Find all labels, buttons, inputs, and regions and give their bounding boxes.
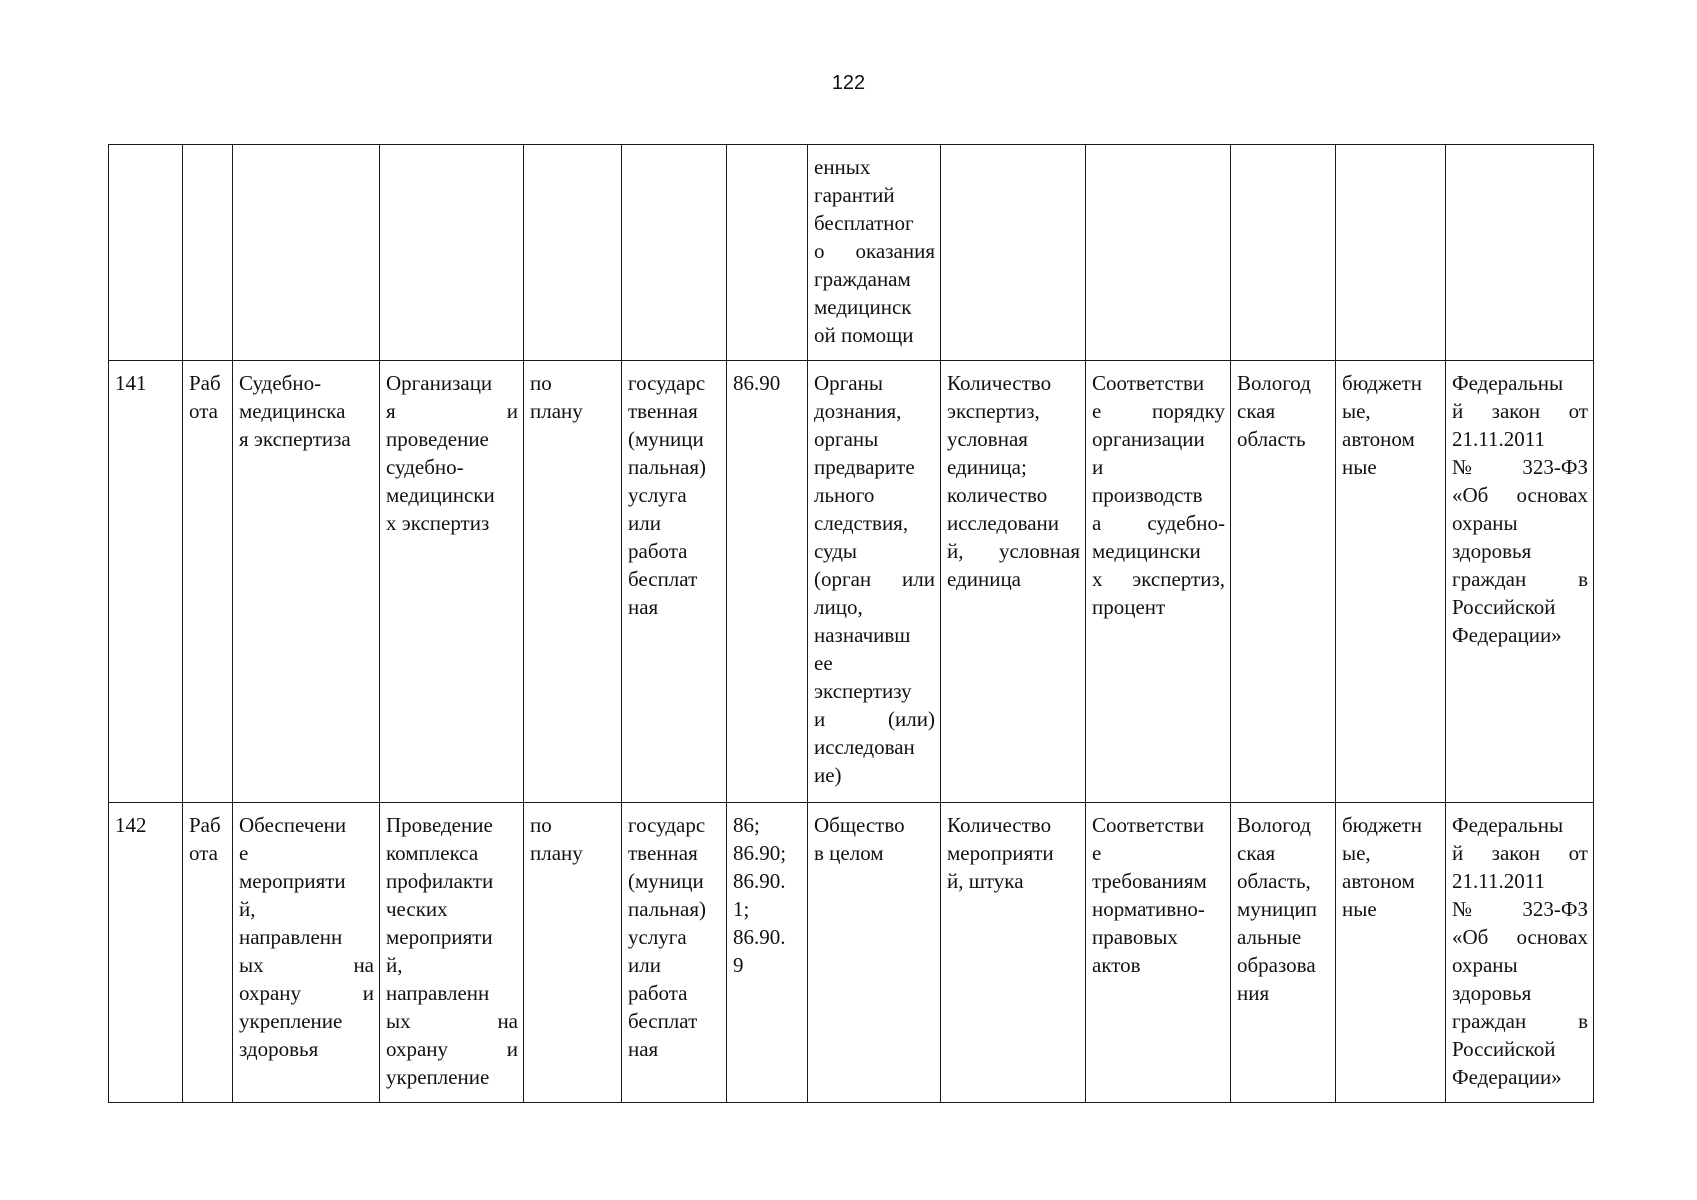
table-row-142 xyxy=(109,803,1594,1103)
cell-line: Раб xyxy=(189,371,221,395)
cell-line: Вологод xyxy=(1237,371,1311,395)
cell-line: № 323-ФЗ xyxy=(1452,455,1588,479)
cell-line: плану xyxy=(530,399,583,423)
cell-line: муницип xyxy=(1237,897,1317,921)
cell-line: бесплат xyxy=(628,1009,698,1033)
cell-line: гарантий xyxy=(814,183,895,207)
cell-line: Раб xyxy=(189,813,221,837)
cell-line: условная xyxy=(947,427,1028,451)
cell-line: я экспертиза xyxy=(239,427,351,451)
cell-line: экспертиз, xyxy=(947,399,1040,423)
cell-line: в целом xyxy=(814,841,884,865)
cell-content xyxy=(380,803,524,1103)
cell-line: ния xyxy=(1237,981,1270,1005)
cell-type xyxy=(183,361,233,803)
cell-number: 141 xyxy=(109,361,183,803)
cell-line: твенная xyxy=(628,841,698,865)
cell-line: е xyxy=(1092,841,1102,865)
cell-line: ческих xyxy=(386,897,448,921)
cell-line: Соответстви xyxy=(1092,813,1205,837)
cell-line: альные xyxy=(1237,925,1302,949)
cell-line: исследовани xyxy=(947,511,1060,535)
cell-line: пальная) xyxy=(628,455,707,479)
cell-condition xyxy=(524,803,622,1103)
cell-line: охраны xyxy=(1452,511,1518,535)
cell-line: или xyxy=(628,511,661,535)
cell-line: исследован xyxy=(814,735,915,759)
cell-line: х экспертиз xyxy=(386,511,490,535)
cell-condition xyxy=(524,145,622,361)
cell-consumers xyxy=(808,145,941,361)
cell-line: органы xyxy=(814,427,879,451)
cell-line: медицинска xyxy=(239,399,346,423)
cell-number: 142 xyxy=(109,803,183,1103)
cell-volume-indicators xyxy=(941,803,1086,1103)
page-number: 122 xyxy=(831,72,866,94)
cell-line: работа xyxy=(628,539,688,563)
cell-line: охрану и xyxy=(386,1037,518,1061)
cell-legal-basis xyxy=(1446,803,1594,1103)
cell-line: 86.90. xyxy=(733,869,786,893)
cell-line: предварите xyxy=(814,455,915,479)
cell-line: услуга xyxy=(628,925,687,949)
cell-line: гражданам xyxy=(814,267,911,291)
cell-line: пальная) xyxy=(628,897,707,921)
cell-line: (муници xyxy=(628,427,704,451)
cell-line: бесплатног xyxy=(814,211,914,235)
cell-line: Федерации» xyxy=(1452,623,1562,647)
cell-line: экспертизу xyxy=(814,679,912,703)
cell-line: Российской xyxy=(1452,595,1556,619)
cell-line: медицински xyxy=(1092,539,1201,563)
cell-line: 9 xyxy=(733,953,744,977)
cell-quality-indicators xyxy=(1086,803,1231,1103)
cell-line: «Об основах xyxy=(1452,925,1588,949)
cell-quality-indicators xyxy=(1086,361,1231,803)
cell-line: организации xyxy=(1092,427,1205,451)
cell-line: Органы xyxy=(814,371,883,395)
cell-line: ые, xyxy=(1342,841,1371,865)
cell-line: ие) xyxy=(814,763,842,787)
cell-line: о оказания xyxy=(814,239,935,263)
cell-condition xyxy=(524,361,622,803)
cell-line: й закон от xyxy=(1452,841,1588,865)
cell-line: твенная xyxy=(628,399,698,423)
cell-line: Российской xyxy=(1452,1037,1556,1061)
cell-territory xyxy=(1231,145,1336,361)
cell-line: область, xyxy=(1237,869,1311,893)
cell-line: е xyxy=(239,841,249,865)
cell-line: автоном xyxy=(1342,869,1415,893)
cell-line: граждан в xyxy=(1452,1009,1588,1033)
cell-line: льного xyxy=(814,483,875,507)
cell-line: государс xyxy=(628,371,706,395)
cell-line: 21.11.2011 xyxy=(1452,427,1545,451)
cell-institution-type xyxy=(1336,361,1446,803)
cell-line: укрепление xyxy=(239,1009,343,1033)
cell-line: профилакти xyxy=(386,869,494,893)
cell-line: услуга xyxy=(628,483,687,507)
cell-line: й, условная xyxy=(947,539,1080,563)
cell-line: плану xyxy=(530,841,583,865)
cell-line: Федеральны xyxy=(1452,371,1564,395)
cell-line: государс xyxy=(628,813,706,837)
cell-line: правовых xyxy=(1092,925,1178,949)
cell-line: направленн xyxy=(239,925,343,949)
cell-line: комплекса xyxy=(386,841,479,865)
cell-line: ская xyxy=(1237,399,1276,423)
cell-line: нормативно- xyxy=(1092,897,1205,921)
cell-line: Судебно- xyxy=(239,371,322,395)
cell-line: граждан в xyxy=(1452,567,1588,591)
cell-line: ее xyxy=(814,651,833,675)
cell-line: я и xyxy=(386,399,518,423)
cell-line: Обеспечени xyxy=(239,813,347,837)
cell-line: проведение xyxy=(386,427,489,451)
cell-line: здоровья xyxy=(1452,539,1532,563)
cell-name xyxy=(233,361,380,803)
cell-line: медицинск xyxy=(814,295,912,319)
cell-kind xyxy=(622,361,727,803)
registry-table xyxy=(108,144,1594,1103)
cell-institution-type xyxy=(1336,803,1446,1103)
cell-line: (муници xyxy=(628,869,704,893)
cell-kind xyxy=(622,145,727,361)
cell-line: производств xyxy=(1092,483,1203,507)
cell-consumers xyxy=(808,361,941,803)
cell-line: лицо, xyxy=(814,595,863,619)
cell-line: единица xyxy=(947,567,1022,591)
cell-line: количество xyxy=(947,483,1048,507)
cell-legal-basis xyxy=(1446,361,1594,803)
cell-line: здоровья xyxy=(239,1037,319,1061)
cell-line: Федеральны xyxy=(1452,813,1564,837)
cell-line: по xyxy=(530,371,552,395)
cell-line: ная xyxy=(628,1037,659,1061)
cell-line: образова xyxy=(1237,953,1316,977)
cell-quality-indicators xyxy=(1086,145,1231,361)
cell-line: (орган или xyxy=(814,567,935,591)
cell-line: или xyxy=(628,953,661,977)
cell-line: енных xyxy=(814,155,871,179)
cell-okved xyxy=(727,361,808,803)
cell-line: охрану и xyxy=(239,981,374,1005)
cell-line: й, xyxy=(239,897,256,921)
cell-line: область xyxy=(1237,427,1306,451)
cell-line: по xyxy=(530,813,552,837)
cell-line: ные xyxy=(1342,455,1377,479)
cell-line: ых на xyxy=(386,1009,518,1033)
cell-line: здоровья xyxy=(1452,981,1532,1005)
cell-consumers xyxy=(808,803,941,1103)
cell-line: охраны xyxy=(1452,953,1518,977)
cell-line: мероприяти xyxy=(386,925,493,949)
cell-okved xyxy=(727,803,808,1103)
cell-line: ные xyxy=(1342,897,1377,921)
cell-number xyxy=(109,145,183,361)
table-row-continuation xyxy=(109,145,1594,361)
cell-type xyxy=(183,803,233,1103)
cell-name xyxy=(233,145,380,361)
cell-line: укрепление xyxy=(386,1065,490,1089)
cell-line: № 323-ФЗ xyxy=(1452,897,1588,921)
cell-content xyxy=(380,145,524,361)
cell-line: автоном xyxy=(1342,427,1415,451)
cell-line: актов xyxy=(1092,953,1141,977)
cell-line: мероприяти xyxy=(947,841,1054,865)
cell-line: Количество xyxy=(947,371,1052,395)
cell-line: дознания, xyxy=(814,399,902,423)
cell-line: и (или) xyxy=(814,707,935,731)
cell-line: й, xyxy=(386,953,403,977)
cell-line: Общество xyxy=(814,813,905,837)
cell-line: ота xyxy=(189,841,218,865)
cell-line: единица; xyxy=(947,455,1027,479)
cell-volume-indicators xyxy=(941,145,1086,361)
cell-territory xyxy=(1231,361,1336,803)
table-row-141 xyxy=(109,361,1594,803)
cell-line: бесплат xyxy=(628,567,698,591)
cell-line: 86.90; xyxy=(733,841,787,865)
cell-line: 1; xyxy=(733,897,750,921)
cell-line: 86; xyxy=(733,813,760,837)
cell-line: ота xyxy=(189,399,218,423)
cell-line: медицински xyxy=(386,483,495,507)
cell-volume-indicators xyxy=(941,361,1086,803)
cell-line: мероприяти xyxy=(239,869,346,893)
cell-line: и xyxy=(1092,455,1104,479)
cell-line: 21.11.2011 xyxy=(1452,869,1545,893)
cell-line: Количество xyxy=(947,813,1052,837)
cell-line: ой помощи xyxy=(814,323,914,347)
cell-institution-type xyxy=(1336,145,1446,361)
cell-line: 86.90. xyxy=(733,925,786,949)
cell-line: «Об основах xyxy=(1452,483,1588,507)
cell-territory xyxy=(1231,803,1336,1103)
cell-line: й закон от xyxy=(1452,399,1588,423)
cell-line: 86.90 xyxy=(733,371,781,395)
cell-line: ых на xyxy=(239,953,374,977)
cell-line: суды xyxy=(814,539,858,563)
cell-line: а судебно- xyxy=(1092,511,1225,535)
cell-line: бюджетн xyxy=(1342,371,1422,395)
cell-okved xyxy=(727,145,808,361)
cell-line: следствия, xyxy=(814,511,909,535)
cell-type xyxy=(183,145,233,361)
cell-kind xyxy=(622,803,727,1103)
cell-line: процент xyxy=(1092,595,1166,619)
cell-line: й, штука xyxy=(947,869,1024,893)
cell-line: Вологод xyxy=(1237,813,1311,837)
cell-line: ская xyxy=(1237,841,1276,865)
cell-line: направленн xyxy=(386,981,490,1005)
cell-name xyxy=(233,803,380,1103)
cell-line: х экспертиз, xyxy=(1092,567,1225,591)
cell-legal-basis xyxy=(1446,145,1594,361)
cell-line: бюджетн xyxy=(1342,813,1422,837)
cell-line: ная xyxy=(628,595,659,619)
cell-line: работа xyxy=(628,981,688,1005)
cell-line: судебно- xyxy=(386,455,464,479)
cell-content xyxy=(380,361,524,803)
cell-line: е порядку xyxy=(1092,399,1225,423)
cell-line: Проведение xyxy=(386,813,493,837)
cell-line: ые, xyxy=(1342,399,1371,423)
cell-line: назначивш xyxy=(814,623,911,647)
cell-line: требованиям xyxy=(1092,869,1207,893)
cell-line: Организаци xyxy=(386,371,493,395)
cell-line: Федерации» xyxy=(1452,1065,1562,1089)
cell-line: Соответстви xyxy=(1092,371,1205,395)
